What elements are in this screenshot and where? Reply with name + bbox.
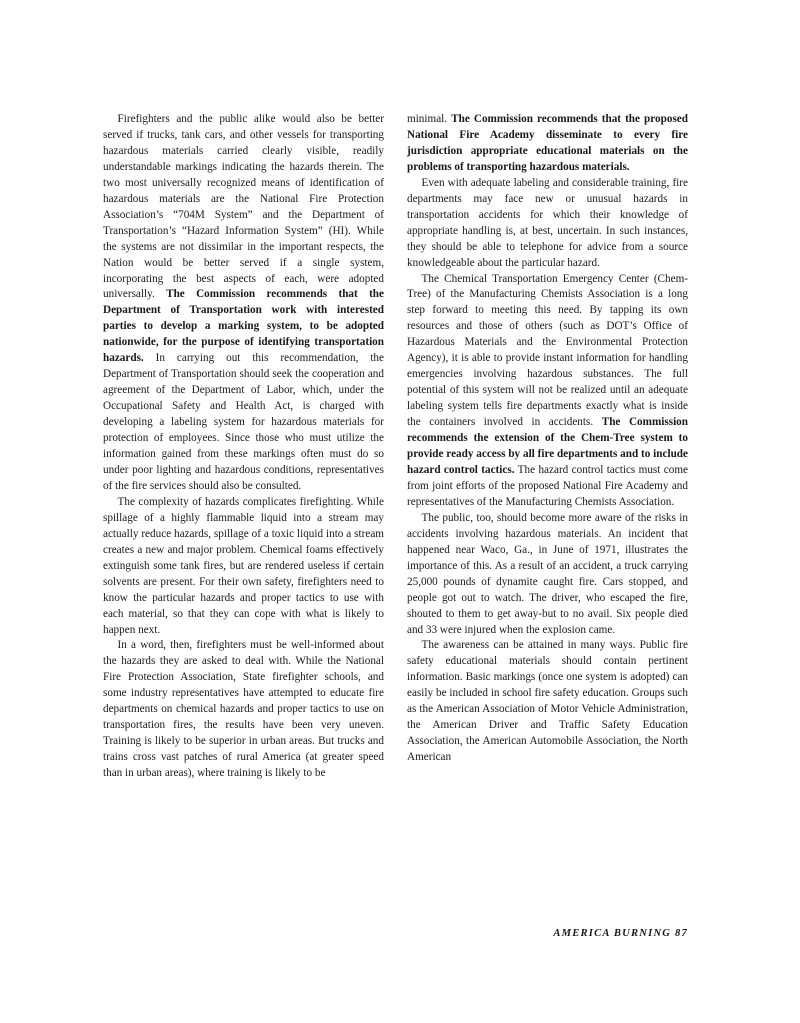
commission-recommendation: The Commission recommends that the proposed National Fire Academy disseminate to every fire jurisdiction appropriate educational materials on the problems of transporting hazardous materials. xyxy=(407,113,688,173)
paragraph xyxy=(407,112,688,176)
commission-recommendation: The Commission recommends that the Department of Transportation work with interested parties to develop a marking system, to be adopted nationwide, for the purpose of identifying transportation hazards. xyxy=(103,288,384,365)
paragraph xyxy=(407,272,688,511)
paragraph-text: In carrying out this recommendation, the Department of Transportation should seek the cooperation and agreement of the Department of Labor, which, under the Occupational Safety and Health Act, is charged with developing a labeling system for hazardous materials for protection of employees. Since those who must utilize the information gained from these markings often must do so under poor lighting and hazardous conditions, representatives of the fire services should also be consulted. xyxy=(103,352,384,492)
paragraph: The complexity of hazards complicates firefighting. While spillage of a highly flammable liquid into a stream may actually reduce hazards, spillage of a toxic liquid into a stream creates a new and major problem. Chemical foams effectively extinguish some tank fires, but are rendered useless if certain solvents are present. For their own safety, firefighters need to know the particular hazards and proper tactics to use with each material, so that they can cope with what is likely to happen next. xyxy=(103,495,384,636)
paragraph-text: The Chemical Transportation Emergency Center (Chem-Tree) of the Manufacturing Chemists Association is a long step forward to meeting this need. By tapping its own resources and those of others (such as DOT’s Office of Hazardous Materials and the Environmental Protection Agency), it is able to provide instant information for handling emergencies involving hazardous substances. The full potential of this system will not be realized until an adequate labeling system tells fire departments exactly what is inside the containers involved in accidents. xyxy=(407,272,688,429)
left-column xyxy=(103,112,384,782)
paragraph-text: Firefighters and the public alike would also be better served if trucks, tank cars, and other vessels for transporting hazardous materials carried clearly visible, readily understandable markings indicating the hazards therein. The two most universally recognized means of identification of hazardous materials are the National Fire Protection Association’s “704M System” and the Department of Transportation’s “Hazard Information System” (HI). While the systems are not dissimilar in the important respects, the Nation would be better served if a single system, incorporating the best aspects of each, were adopted universally. xyxy=(103,113,384,301)
paragraph: In a word, then, firefighters must be well-informed about the hazards they are asked to deal with. While the National Fire Protection Association, State firefighter schools, and some industry representatives have attempted to educate fire departments on chemical hazards and proper tactics to use on transportation fires, the results have been very uneven. Training is likely to be superior in urban areas. But trucks and trains cross vast patches of rural America (at greater speed than in urban areas), where training is likely to be xyxy=(103,639,384,780)
paragraph xyxy=(103,112,384,495)
paragraph: The awareness can be attained in many ways. Public fire safety educational materials should contain pertinent information. Basic markings (once one system is adopted) can easily be included in school fire safety education. Groups such as the American Association of Motor Vehicle Administration, the American Driver and Traffic Safety Education Association, the American Automobile Association, the North American xyxy=(407,639,688,764)
commission-recommendation: The Commission recommends the extension of the Chem-Tree system to provide ready access by all fire departments and to include hazard control tactics. xyxy=(407,416,688,476)
paragraph: Even with adequate labeling and considerable training, fire departments may face new or unusual hazards in transportation accidents for which their knowledge of appropriate handling is, at best, uncertain. In such instances, they should be able to telephone for advice from a source knowledgeable about the particular hazard. xyxy=(407,176,688,269)
paragraph-text: minimal. xyxy=(407,113,452,125)
running-footer: AMERICA BURNING 87 xyxy=(553,928,688,939)
right-column xyxy=(407,112,688,766)
paragraph-text: The hazard control tactics must come from joint efforts of the proposed National Fire Academy and representatives of the Manufacturing Chemists Association. xyxy=(407,463,688,508)
paragraph: The public, too, should become more aware of the risks in accidents involving hazardous materials. An incident that happened near Waco, Ga., in June of 1971, illustrates the importance of this. As a result of an accident, a truck carrying 25,000 pounds of dynamite caught fire. Cars stopped, and people got out to watch. The driver, who escaped the fire, shouted to them to get away-but to no avail. Six people died and 33 were injured when the explosion came. xyxy=(407,511,688,636)
